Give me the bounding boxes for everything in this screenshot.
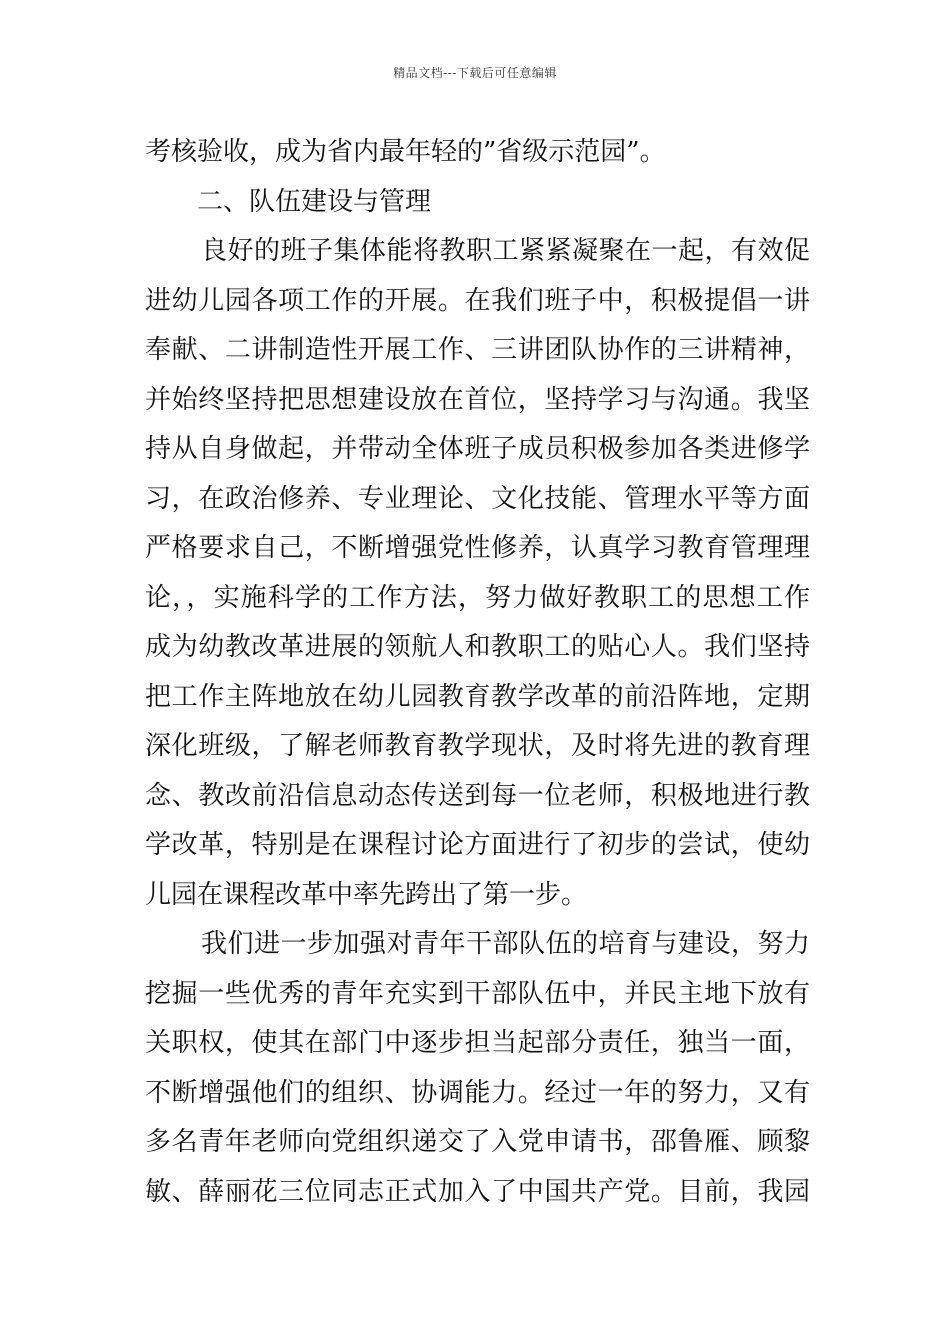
text-line: 严格要求自己，不断增强党性修养，认真学习教育管理理 — [145, 533, 810, 563]
text-line: 我们进一步加强对青年干部队伍的培育与建设，努力 — [201, 929, 810, 959]
section-heading: 二、队伍建设与管理 — [197, 186, 432, 217]
page-header: 精品文档---下载后可任意编辑 — [393, 66, 557, 80]
text-line: 儿园在课程改革中率先跨出了第一步。 — [145, 879, 588, 910]
text-line: 并始终坚持把思想建设放在首位，坚持学习与沟通。我坚 — [145, 384, 810, 415]
text-line: 深化班级，了解老师教育教学现状，及时将先进的教育理 — [145, 731, 810, 761]
text-line: 敏、薛丽花三位同志正式加入了中国共产党。目前，我园 — [145, 1176, 810, 1207]
text-line: 论，，实施科学的工作方法，努力做好教职工的思想工作 — [145, 582, 810, 613]
document-body — [145, 128, 810, 1217]
text-line: 关职权，使其在部门中逐步担当起部分责任，独当一面， — [145, 1028, 810, 1058]
text-line: 持从自身做起，并带动全体班子成员积极参加各类进修学 — [145, 434, 810, 464]
text-line: 成为幼教改革进展的领航人和教职工的贴心人。我们坚持 — [145, 632, 810, 662]
text-line: 不断增强他们的组织、协调能力。经过一年的努力，又有 — [145, 1077, 810, 1108]
text-line: 进幼儿园各项工作的开展。在我们班子中，积极提倡一讲 — [145, 285, 810, 316]
text-line: 考核验收，成为省内最年轻的”省级示范园”。 — [145, 137, 666, 167]
text-line: 良好的班子集体能将教职工紧紧凝聚在一起，有效促 — [201, 236, 810, 266]
text-line: 挖掘一些优秀的青年充实到干部队伍中，并民主地下放有 — [145, 978, 810, 1009]
text-line: 习，在政治修养、专业理论、文化技能、管理水平等方面 — [145, 483, 810, 514]
text-line: 把工作主阵地放在幼儿园教育教学改革的前沿阵地，定期 — [145, 681, 810, 712]
text-line: 念、教改前沿信息动态传送到每一位老师，积极地进行教 — [145, 780, 810, 811]
text-line: 奉献、二讲制造性开展工作、三讲团队协作的三讲精神， — [145, 335, 810, 365]
text-line: 多名青年老师向党组织递交了入党申请书，邵鲁雁、顾黎 — [145, 1127, 810, 1157]
text-line: 学改革，特别是在课程讨论方面进行了初步的尝试，使幼 — [145, 830, 810, 860]
